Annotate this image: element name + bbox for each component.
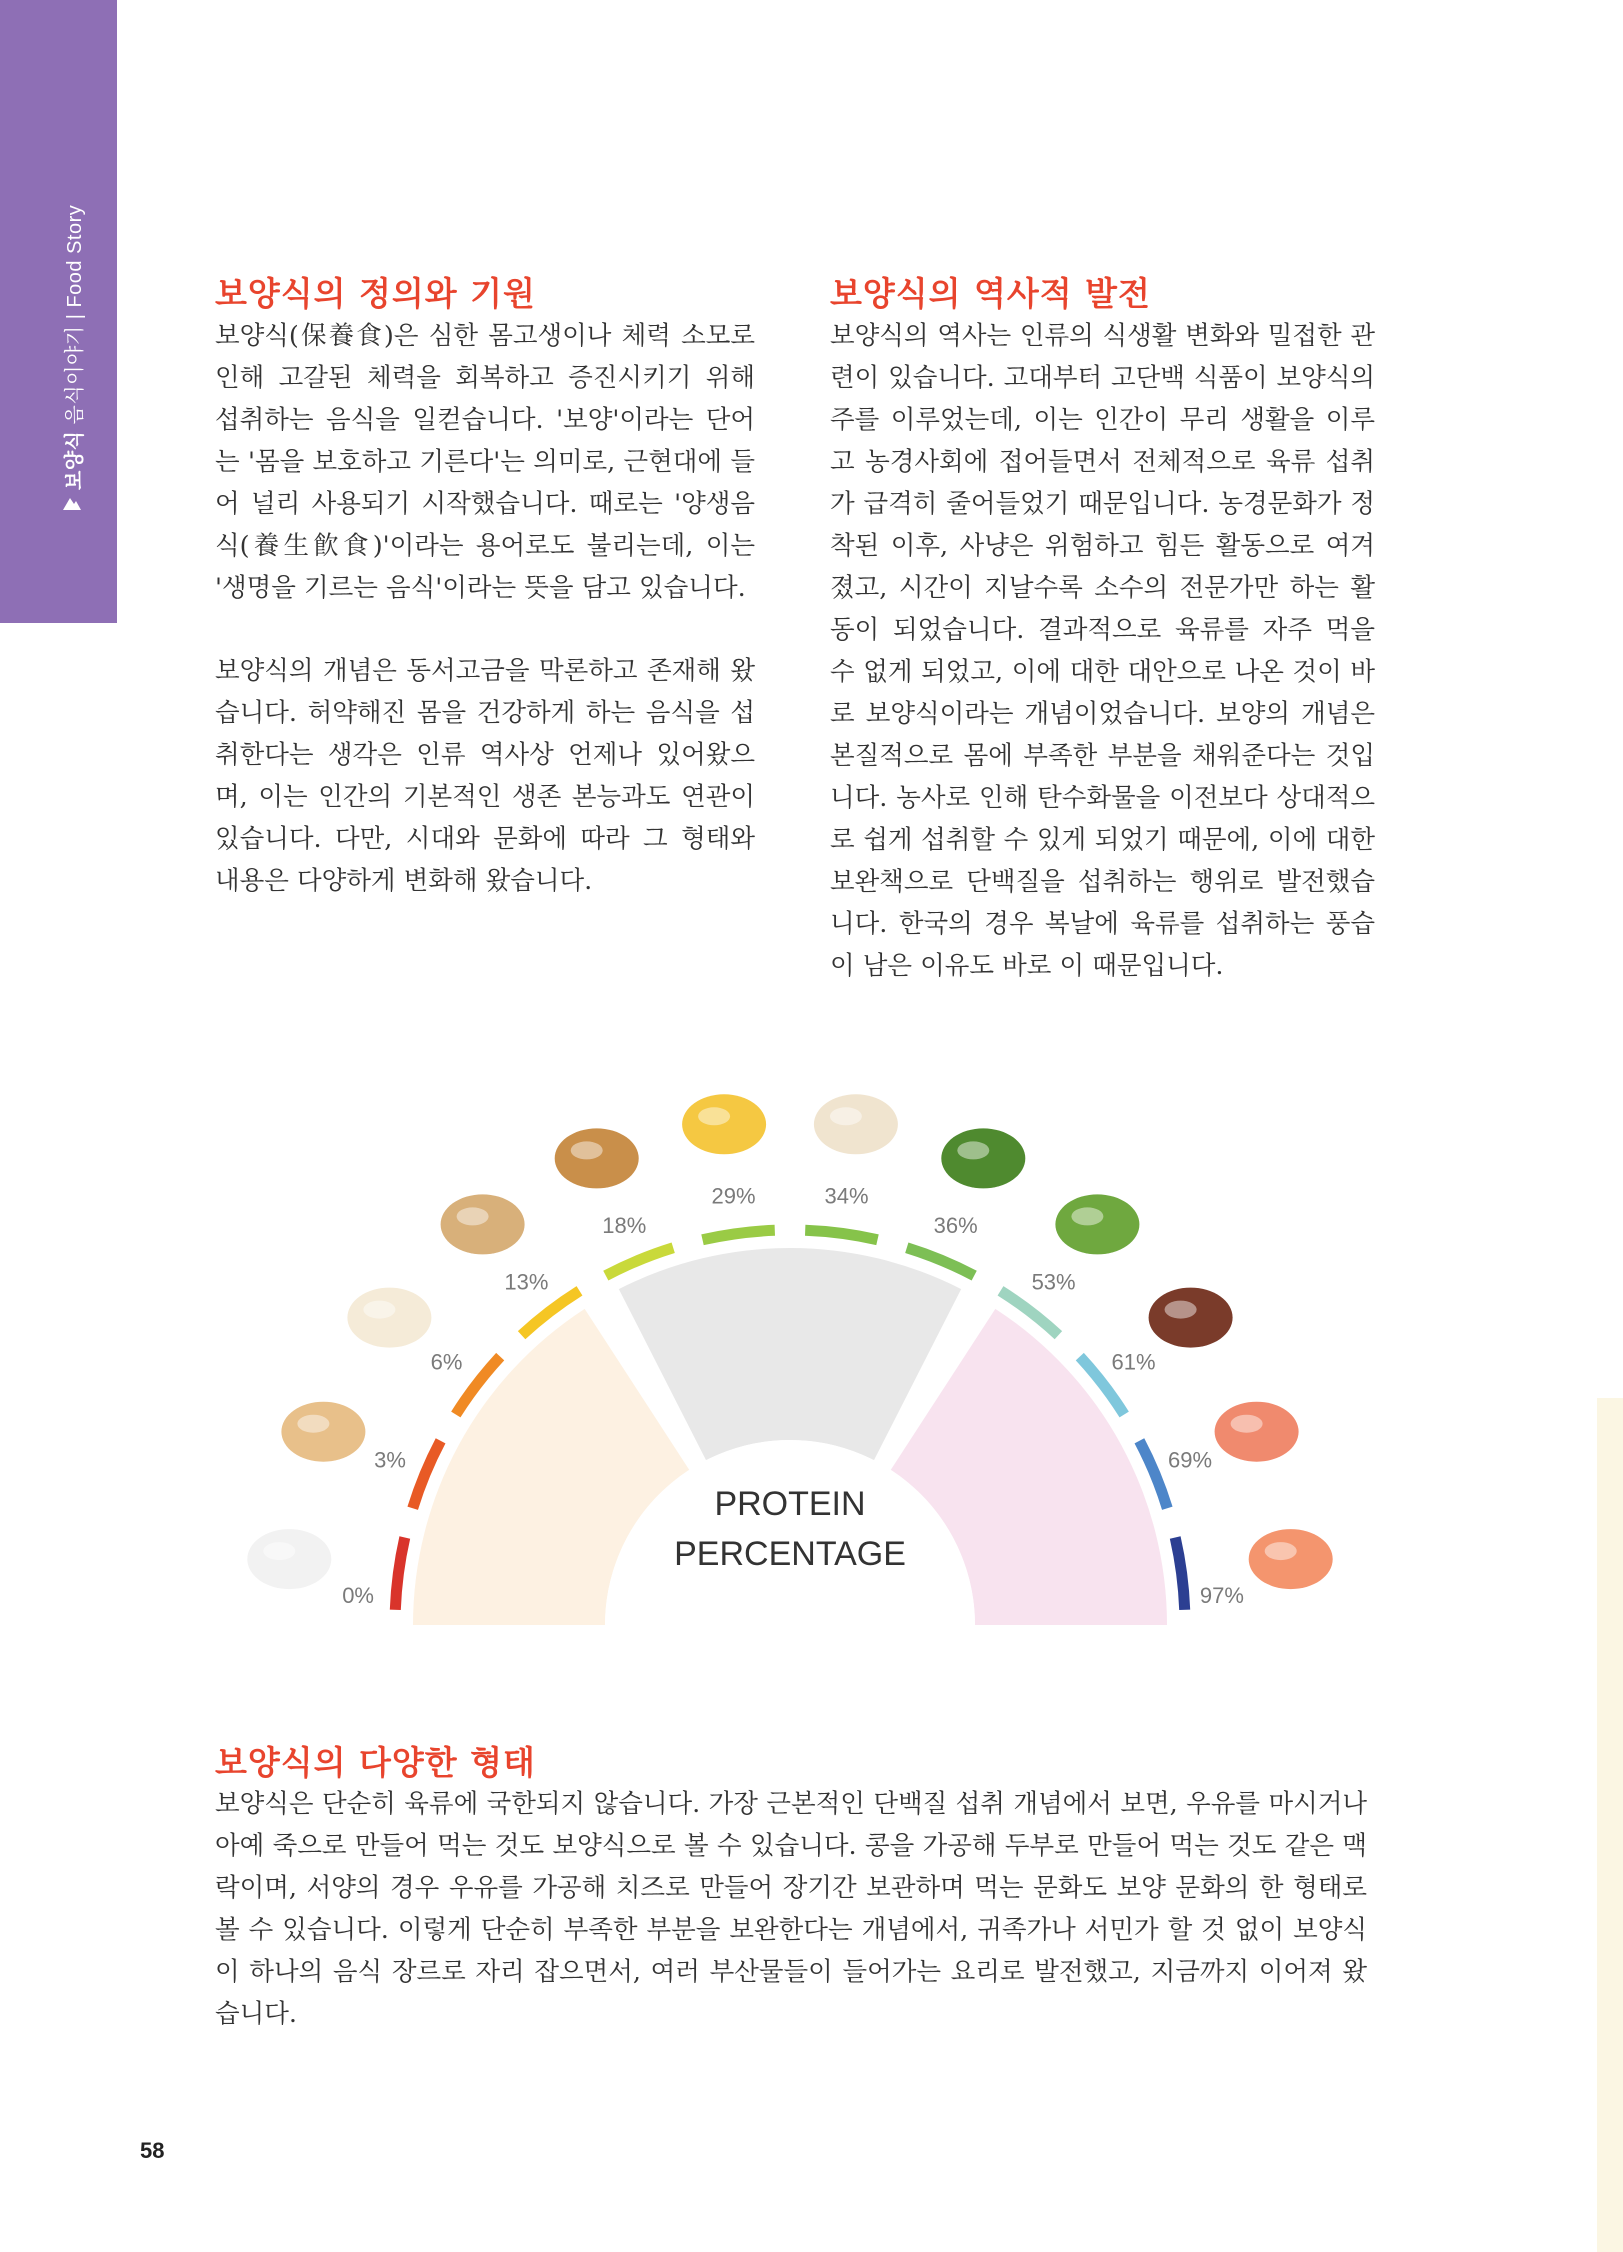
paragraph-forms: 보양식은 단순히 육류에 국한되지 않습니다. 가장 근본적인 단백질 섭취 개념에서 보면, 우유를 마시거나 아예 죽으로 만들어 먹는 것도 보양식으로 볼 수 있습니다. 콩을 가공해 두부로 만들어 먹는 것도 같은 맥락이며, 서양의 경우 우유를 가공해 치즈로 만들어 장기간 보관하며 먹는 문화도 보양 문화의 한 형태로 볼 수 있습니다. 이렇게 단순히 부족한 부분을 보완한다는 개념에서, 귀족가나 서민가 할 것 없이 보양식이 하나의 음식 장르로 자리 잡으면서, 여러 부산물들이 들어가는 요리로 발전했고, 지금까지 이어져 왔습니다. (215, 1789, 1367, 2029)
donut-icon (281, 1402, 365, 1462)
sidebar-label (58, 205, 87, 490)
gauge-segment-97pct (1175, 1538, 1185, 1610)
peanut-butter-icon (555, 1128, 639, 1188)
shrimp-icon (1249, 1529, 1333, 1589)
protein-percentage-chart (200, 1080, 1400, 1640)
section-title-forms: 보양식의 다양한 형태 (215, 1743, 536, 1782)
paragraph-definition-1: 보양식(保養食)은 심한 몸고생이나 체력 소모로 인해 고갈된 체력을 회복하고 증진시키기 위해 섭취하는 음식을 일컫습니다. '보양'이라는 단어는 '몸을 보호하고 기른다'는 의미로, 근현대에 들어 널리 사용되기 시작했습니다. 때로는 '양생음식(養生飮食)'이라는 용어로도 불리는데, 이는 '생명을 기르는 음식'이라는 뜻을 담고 있습니다. (215, 321, 755, 603)
mountain-icon (61, 492, 83, 514)
gauge-label-61pct: 61% (1111, 1349, 1156, 1375)
section-title-definition: 보양식의 정의와 기원 (215, 274, 536, 313)
chart-center-label-line2: PERCENTAGE (674, 1535, 906, 1573)
chart-center-label-line1: PROTEIN (714, 1485, 866, 1523)
gauge-label-0pct: 0% (342, 1582, 374, 1608)
sugar-icon (247, 1529, 331, 1589)
gauge-label-53pct: 53% (1031, 1269, 1076, 1295)
right-edge-strip (1597, 1398, 1623, 2252)
chart-sector-2 (619, 1248, 961, 1460)
steak-icon (1149, 1288, 1233, 1348)
gauge-segment-34pct (805, 1230, 877, 1240)
gauge-label-13pct: 13% (504, 1269, 549, 1295)
gauge-label-69pct: 69% (1167, 1447, 1213, 1473)
section-title-history: 보양식의 역사적 발전 (830, 274, 1151, 313)
cheese-icon (682, 1094, 766, 1154)
asparagus-icon (1055, 1194, 1139, 1254)
gauge-segment-0pct (395, 1538, 405, 1610)
sidebar-label-rest: 음식이야기 | Food Story (64, 204, 86, 425)
paragraph-history: 보양식의 역사는 인류의 식생활 변화와 밀접한 관련이 있습니다. 고대부터 고단백 식품이 보양식의 주를 이루었는데, 이는 인간이 무리 생활을 이루고 농경사회에 접어들면서 전체적으로 육류 섭취가 급격히 줄어들었기 때문입니다. 농경문화가 정착된 이후, 사냥은 위험하고 힘든 활동으로 여겨졌고, 시간이 지날수록 소수의 전문가만 하는 활동이 되었습니다. 결과적으로 육류를 자주 먹을 수 없게 되었고, 이에 대한 대안으로 나온 것이 바로 보양식이라는 개념이었습니다. 보양의 개념은 본질적으로 몸에 부족한 부분을 채워준다는 것입니다. 농사로 인해 탄수화물을 이전보다 상대적으로 쉽게 섭취할 수 있게 되었기 때문에, 이에 대한 보완책으로 단백질을 섭취하는 행위로 발전했습니다. 한국의 경우 복날에 육류를 섭취하는 풍습이 남은 이유도 바로 이 때문입니다. (830, 321, 1375, 981)
gauge-label-18pct: 18% (602, 1213, 647, 1238)
salmon-icon (1215, 1402, 1299, 1462)
gauge-label-34pct: 34% (824, 1183, 869, 1209)
page-number: 58 (140, 2138, 165, 2163)
gauge-label-29pct: 29% (711, 1183, 756, 1209)
paragraph-definition-2: 보양식의 개념은 동서고금을 막론하고 존재해 왔습니다. 허약해진 몸을 건강하게 하는 음식을 섭취한다는 생각은 인류 역사상 언제나 있어왔으며, 이는 인간의 기본적인 생존 본능과도 연관이 있습니다. 다만, 시대와 문화에 따라 그 형태와 내용은 다양하게 변화해 왔습니다. (215, 656, 755, 896)
bread-icon (441, 1194, 525, 1254)
sidebar-label-bold: 보양식 (64, 430, 86, 490)
broccoli-icon (941, 1128, 1025, 1188)
gauge-label-3pct: 3% (374, 1447, 406, 1473)
egg-icon (814, 1094, 898, 1154)
gauge-segment-29pct (703, 1230, 775, 1240)
oatmeal-icon (347, 1288, 431, 1348)
gauge-label-6pct: 6% (430, 1349, 463, 1375)
gauge-label-36pct: 36% (933, 1213, 978, 1238)
gauge-label-97pct: 97% (1199, 1582, 1244, 1608)
